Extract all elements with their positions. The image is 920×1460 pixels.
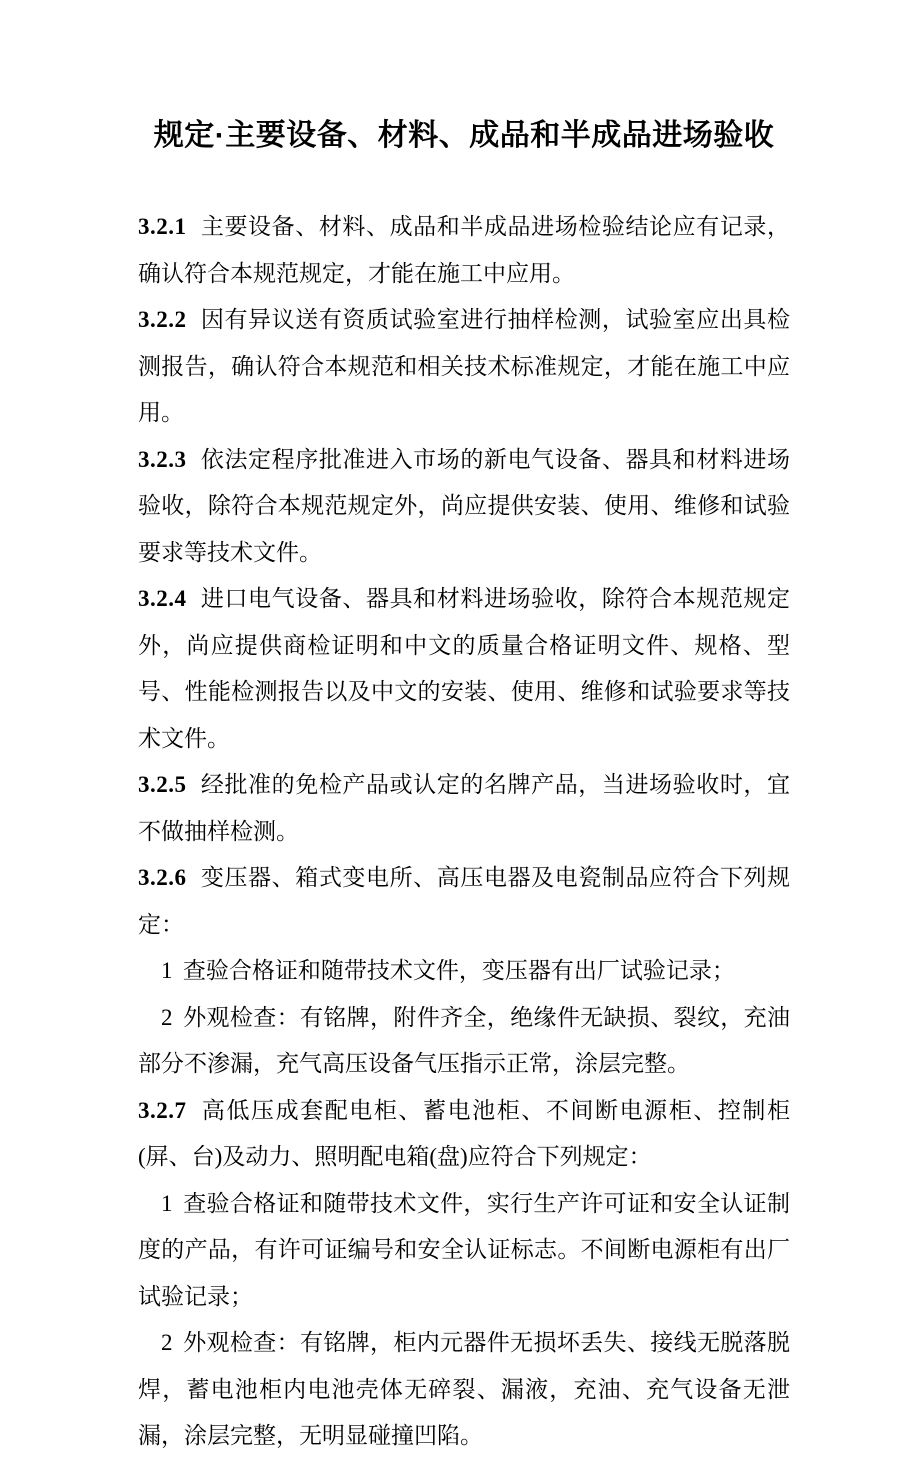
clause-paragraph bbox=[138, 1088, 790, 1181]
clause-paragraph bbox=[138, 437, 790, 577]
clause-paragraph bbox=[138, 297, 790, 437]
clause-number: 3.2.6 bbox=[138, 865, 187, 890]
clause-paragraph bbox=[138, 762, 790, 855]
clause-number: 3.2.2 bbox=[138, 307, 187, 332]
clause-text: 主要设备、材料、成品和半成品进场检验结论应有记录，确认符合本规范规定，才能在施工中应用。 bbox=[138, 214, 790, 286]
clause-paragraph bbox=[138, 855, 790, 948]
clause-number: 3.2.1 bbox=[138, 214, 187, 239]
clause-number: 3.2.4 bbox=[138, 586, 187, 611]
sub-clause-number: 2 bbox=[161, 1004, 173, 1030]
clause-text: 变压器、箱式变电所、高压电器及电瓷制品应符合下列规定： bbox=[138, 865, 790, 937]
clause-number: 3.2.3 bbox=[138, 446, 187, 472]
document-title: 规定·主要设备、材料、成品和半成品进场验收 bbox=[153, 119, 775, 152]
sub-clause-paragraph bbox=[138, 995, 790, 1088]
clause-text: 查验合格证和随带技术文件，实行生产许可证和安全认证制度的产品，有许可证编号和安全认证标志。不间断电源柜有出厂试验记录； bbox=[138, 1190, 790, 1309]
sub-clause-paragraph bbox=[138, 1320, 790, 1460]
clause-text: 因有异议送有资质试验室进行抽样检测，试验室应出具检测报告，确认符合本规范和相关技术标准规定，才能在施工中应用。 bbox=[138, 307, 790, 425]
sub-clause-paragraph bbox=[138, 948, 790, 995]
clause-text: 外观检查：有铭牌，附件齐全，绝缘件无缺损、裂纹，充油部分不渗漏，充气高压设备气压指示正常，涂层完整。 bbox=[138, 1004, 790, 1076]
clause-text: 查验合格证和随带技术文件，变压器有出厂试验记录； bbox=[182, 958, 735, 983]
clause-paragraph bbox=[138, 576, 790, 762]
clause-text: 外观检查：有铭牌，柜内元器件无损坏丢失、接线无脱落脱焊，蓄电池柜内电池壳体无碎裂、漏液，充油、充气设备无泄漏，涂层完整，无明显碰撞凹陷。 bbox=[138, 1330, 790, 1448]
clause-number: 3.2.7 bbox=[138, 1097, 187, 1123]
clause-text: 经批准的免检产品或认定的名牌产品，当进场验收时，宜不做抽样检测。 bbox=[138, 772, 790, 844]
sub-clause-number: 1 bbox=[161, 958, 173, 983]
clause-paragraph bbox=[138, 204, 790, 297]
sub-clause-number: 1 bbox=[161, 1190, 173, 1216]
clause-text: 进口电气设备、器具和材料进场验收，除符合本规范规定外，尚应提供商检证明和中文的质量合格证明文件、规格、型号、性能检测报告以及中文的安装、使用、维修和试验要求等技术文件。 bbox=[138, 586, 790, 751]
clause-text: 高低压成套配电柜、蓄电池柜、不间断电源柜、控制柜(屏、台)及动力、照明配电箱(盘)应符合下列规定： bbox=[138, 1097, 790, 1169]
clause-number: 3.2.5 bbox=[138, 772, 187, 797]
document-body bbox=[138, 204, 790, 1460]
clause-text: 依法定程序批准进入市场的新电气设备、器具和材料进场验收，除符合本规范规定外，尚应提供安装、使用、维修和试验要求等技术文件。 bbox=[138, 446, 790, 565]
sub-clause-paragraph bbox=[138, 1181, 790, 1321]
sub-clause-number: 2 bbox=[161, 1330, 173, 1355]
